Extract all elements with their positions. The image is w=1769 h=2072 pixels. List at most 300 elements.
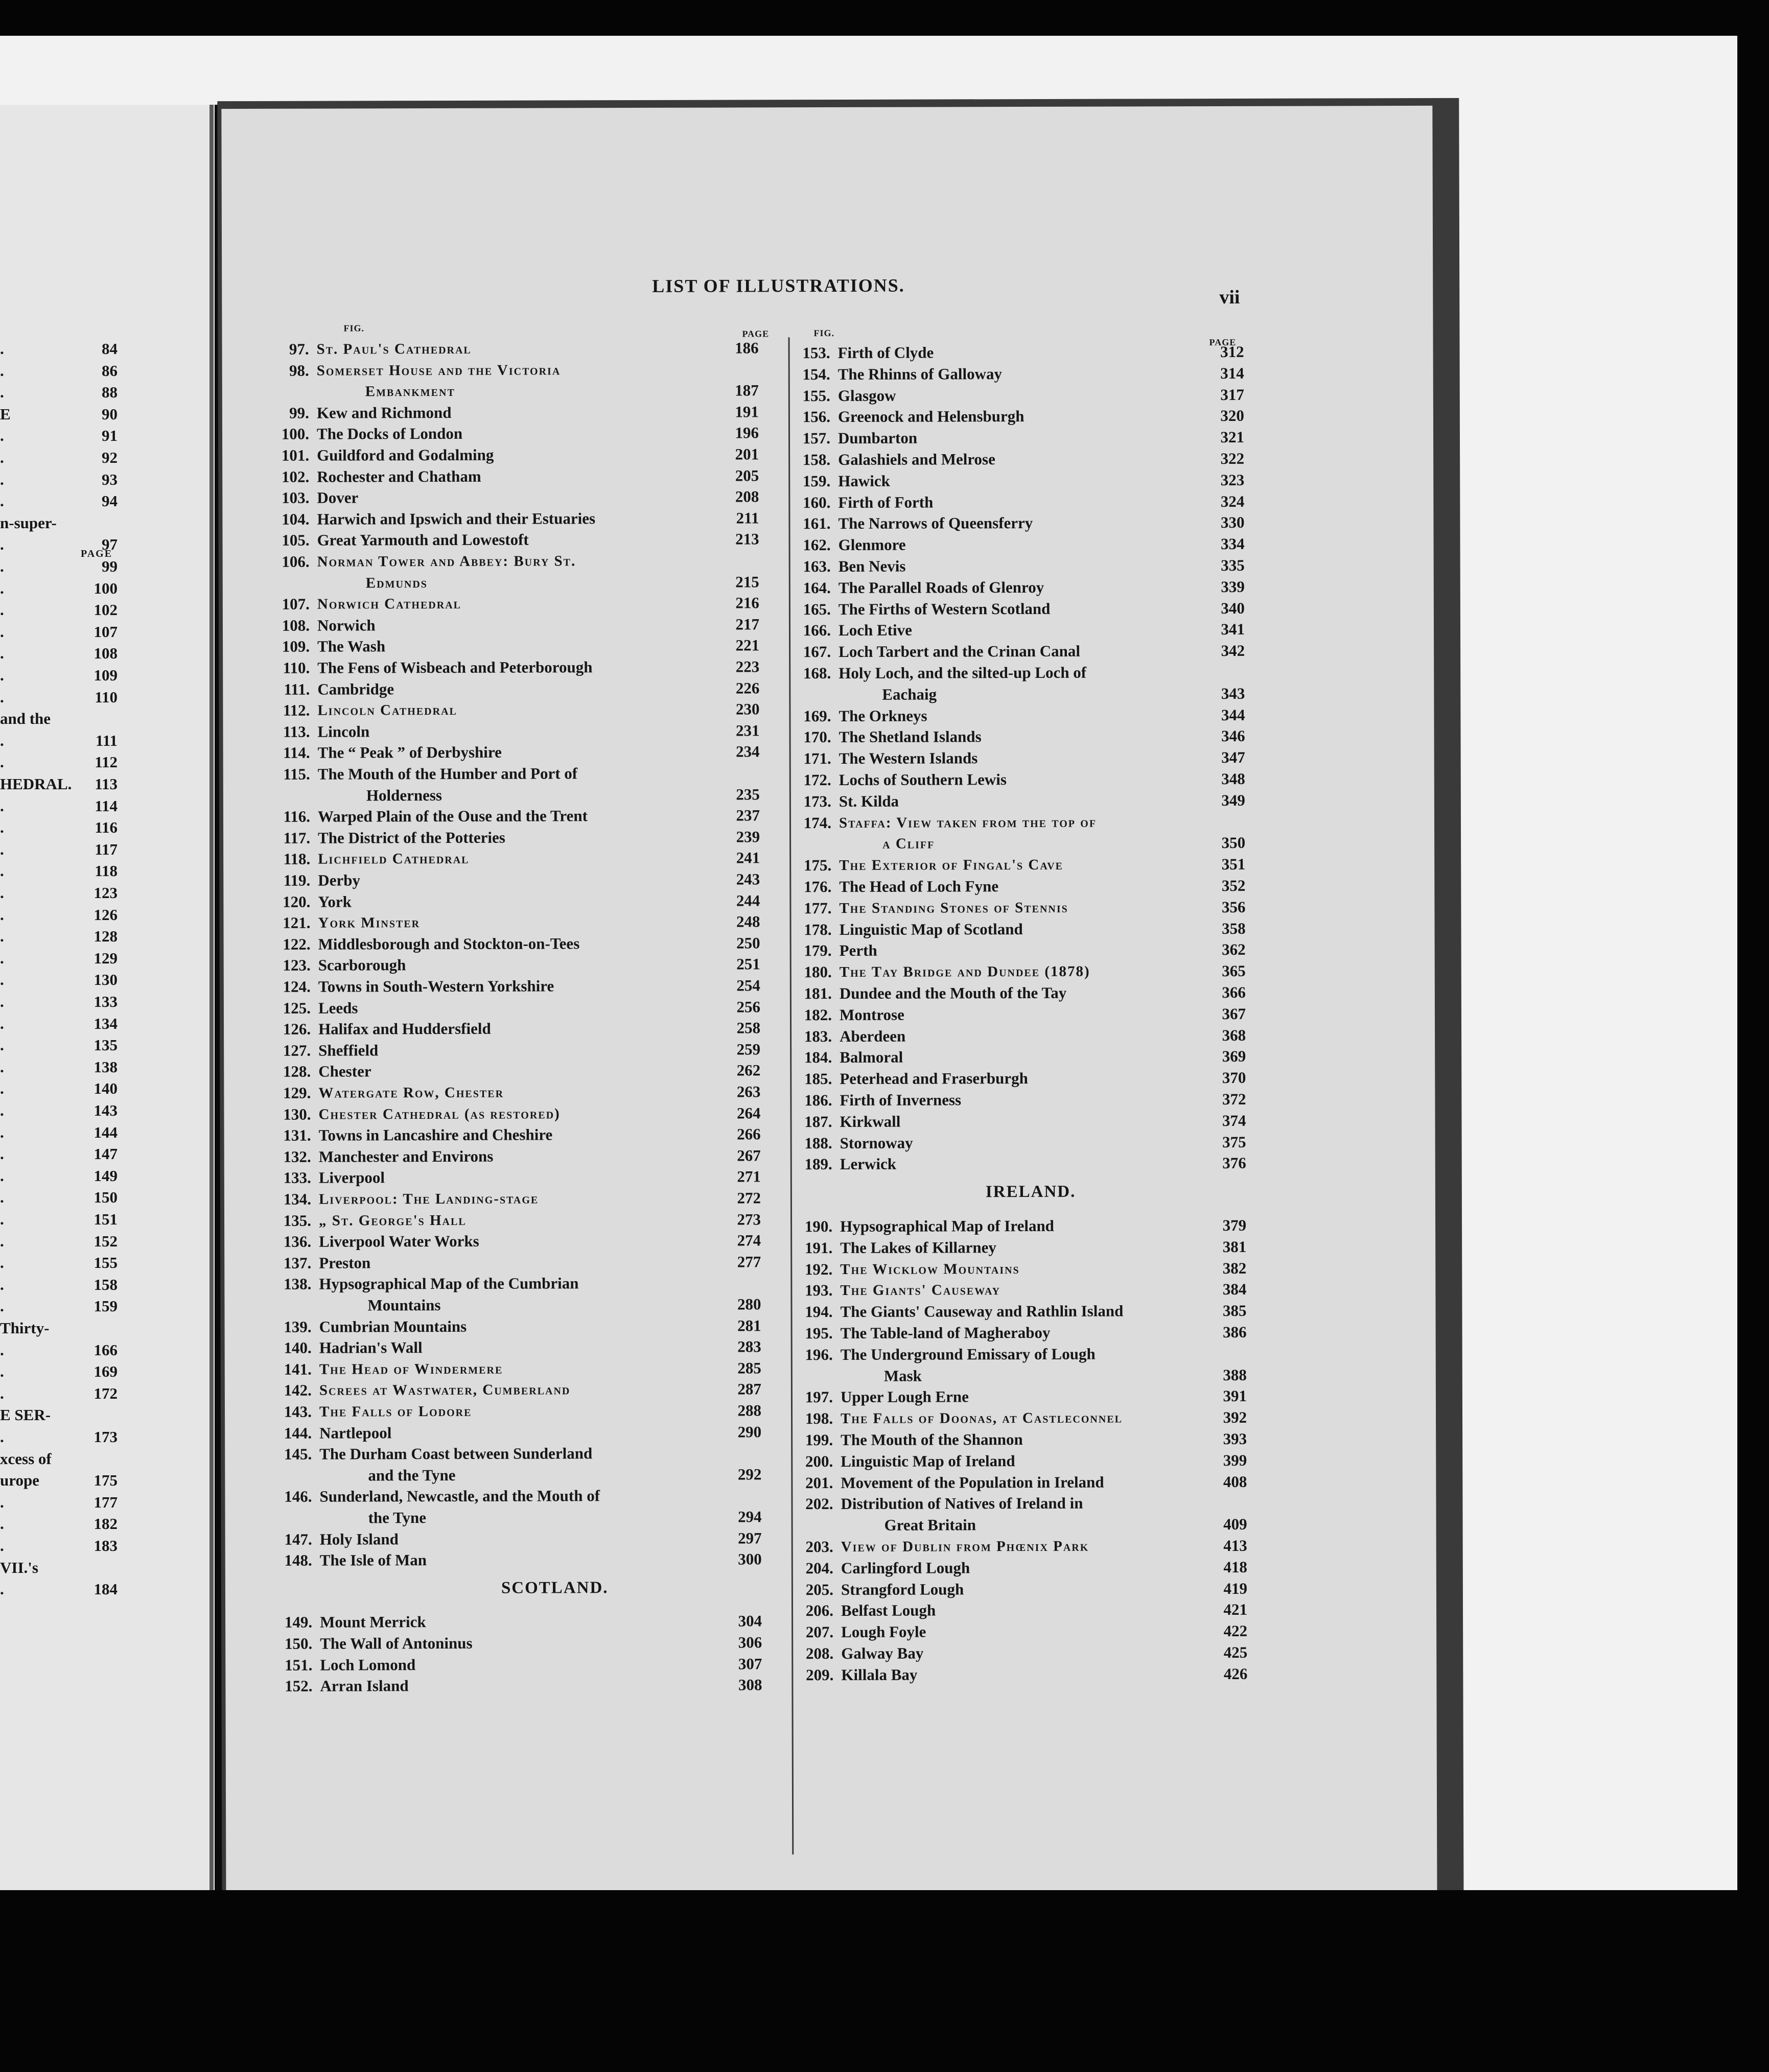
- previous-page-row-page: 117: [95, 840, 118, 858]
- figure-number: 146.: [284, 1488, 312, 1506]
- illustration-entry: [258, 443, 779, 466]
- page-reference: 288: [737, 1401, 762, 1420]
- figure-number: 151.: [285, 1656, 313, 1674]
- previous-page-row-page: 175: [94, 1471, 118, 1490]
- illustration-entry: [259, 698, 780, 721]
- figure-title: Balmoral: [840, 1048, 903, 1067]
- illustration-entry: [261, 1400, 782, 1423]
- page-reference: 425: [1223, 1643, 1248, 1661]
- page-reference: 356: [1221, 898, 1246, 916]
- page-reference: 285: [737, 1359, 761, 1377]
- figure-title: Towns in South-Western Yorkshire: [318, 977, 554, 996]
- illustration-entry: [781, 1257, 1256, 1280]
- illustration-entry: [782, 1535, 1258, 1558]
- page-reference: 205: [735, 466, 759, 485]
- illustration-entry: [261, 1336, 782, 1359]
- figure-title: The Parallel Roads of Glenroy: [838, 578, 1044, 597]
- section-heading: SCOTLAND.: [501, 1578, 609, 1597]
- page-reference: 266: [737, 1125, 761, 1143]
- illustration-entry: [260, 1123, 781, 1146]
- previous-page-row-text: .: [0, 1275, 4, 1293]
- figure-title: Derby: [318, 871, 360, 889]
- page-reference: 317: [1220, 385, 1244, 404]
- illustration-entry: [260, 1145, 781, 1168]
- figure-number: 147.: [284, 1530, 312, 1548]
- page-reference: 262: [736, 1061, 761, 1079]
- figure-title: Loch Tarbert and the Crinan Canal: [839, 642, 1080, 661]
- previous-page-row: [0, 623, 210, 645]
- previous-page-row-page: 173: [94, 1428, 118, 1446]
- figure-number: 190.: [804, 1217, 833, 1236]
- previous-page-row-page: 172: [94, 1384, 118, 1402]
- figure-title: York: [318, 892, 352, 911]
- figure-number: 132.: [283, 1147, 311, 1166]
- illustration-entry: [780, 897, 1255, 919]
- figure-number: 111.: [284, 680, 310, 698]
- page-reference: 292: [737, 1465, 762, 1484]
- illustration-entry: [782, 1577, 1258, 1600]
- illustration-entry: [781, 1279, 1256, 1301]
- figure-title: Kirkwall: [840, 1112, 901, 1131]
- previous-page-row: [0, 1232, 210, 1255]
- page-reference: 290: [737, 1422, 762, 1441]
- previous-page-row-page: 97: [102, 535, 118, 554]
- previous-page-row: [0, 1297, 210, 1320]
- figure-title: The Lakes of Killarney: [840, 1238, 996, 1257]
- previous-page-row: [0, 470, 210, 493]
- previous-page-row-text: .: [0, 1145, 4, 1163]
- previous-page-row-text: .: [0, 1057, 4, 1076]
- previous-page-row: [0, 732, 210, 754]
- page-reference: 234: [736, 742, 760, 761]
- illustration-entry: [259, 677, 780, 700]
- previous-page-row-page: 86: [102, 361, 118, 380]
- page-reference: 386: [1223, 1323, 1247, 1341]
- previous-page-row: [0, 1079, 210, 1102]
- illustration-entry: [259, 550, 780, 573]
- scan-border-right: [1737, 0, 1769, 2072]
- page-reference: 388: [1223, 1365, 1247, 1384]
- figure-number: 165.: [803, 600, 831, 618]
- previous-page-row: [0, 775, 210, 797]
- figure-title: Middlesborough and Stockton-on-Tees: [318, 934, 580, 953]
- figure-number: 131.: [283, 1126, 311, 1144]
- previous-page-row-text: .: [0, 949, 4, 967]
- page-reference: 324: [1220, 492, 1245, 510]
- figure-title: Liverpool: [318, 1168, 385, 1187]
- previous-page-row: [0, 579, 210, 602]
- previous-page-row-page: 90: [102, 405, 118, 423]
- figure-title: Mask: [883, 1367, 922, 1385]
- previous-page-row: [0, 535, 210, 558]
- figure-number: 176.: [804, 877, 832, 896]
- previous-page-row-page: 133: [94, 993, 118, 1010]
- page-reference: 391: [1223, 1387, 1247, 1405]
- figure-title: Warped Plain of the Ouse and the Trent: [317, 807, 588, 826]
- figure-number: 197.: [805, 1388, 833, 1406]
- illustration-entry: [780, 662, 1255, 684]
- previous-page-row-page: 126: [94, 905, 118, 924]
- illustration-entry: [260, 996, 781, 1019]
- previous-page-row: [0, 884, 210, 906]
- illustration-entry: [258, 422, 779, 445]
- figure-number: 184.: [804, 1048, 832, 1067]
- figure-title: The Rhinns of Galloway: [837, 364, 1003, 383]
- illustration-entry: [780, 640, 1255, 663]
- previous-page-row-page: 138: [94, 1057, 118, 1076]
- previous-page-row: [0, 1123, 210, 1146]
- illustration-entry: [261, 1527, 782, 1550]
- figure-title: Edmunds: [365, 574, 428, 591]
- figure-title: Aberdeen: [840, 1027, 906, 1045]
- previous-page-row-text: .: [0, 753, 4, 771]
- previous-page-row-page: 159: [94, 1297, 118, 1315]
- page-number: vii: [1219, 286, 1240, 308]
- previous-page-row: [0, 492, 210, 514]
- page-reference: 216: [735, 594, 759, 612]
- figure-title: Sunderland, Newcastle, and the Mouth of: [319, 1487, 600, 1506]
- illustration-entry: [261, 1315, 782, 1338]
- previous-page-row: [0, 514, 210, 536]
- previous-page-row-page: 169: [94, 1362, 118, 1381]
- previous-page-row: [0, 1537, 210, 1559]
- previous-page-row: [0, 818, 210, 841]
- figure-number: 156.: [802, 408, 830, 426]
- figure-number: 205.: [805, 1580, 833, 1598]
- figure-number: 123.: [283, 956, 311, 975]
- figure-title: Greenock and Helensburgh: [837, 407, 1025, 426]
- page-reference: 350: [1221, 834, 1246, 852]
- illustration-entry: [258, 486, 779, 509]
- figure-title: Norwich: [317, 616, 376, 634]
- entry-continuation: [259, 571, 780, 594]
- figure-number: 185.: [804, 1070, 832, 1088]
- previous-page-row-page: 113: [95, 775, 118, 793]
- page-reference: 211: [736, 509, 759, 527]
- page-reference: 421: [1223, 1600, 1248, 1619]
- figure-number: 195.: [805, 1324, 833, 1343]
- figure-number: 170.: [803, 728, 831, 746]
- page-reference: 321: [1220, 428, 1245, 446]
- previous-page-row-text: .: [0, 1188, 4, 1207]
- figure-number: 99.: [289, 404, 309, 422]
- figure-title: Firth of Clyde: [837, 343, 934, 362]
- previous-page-row-page: 150: [94, 1188, 118, 1207]
- figure-number: 126.: [283, 1020, 311, 1038]
- figure-title: The Head of Loch Fyne: [839, 877, 999, 896]
- illustration-entry: [782, 1620, 1258, 1643]
- left-column: [258, 337, 784, 1695]
- entry-continuation: [782, 1514, 1258, 1536]
- figure-number: 171.: [803, 749, 831, 768]
- page-reference: 367: [1222, 1004, 1246, 1023]
- figure-number: 106.: [282, 552, 310, 571]
- figure-title: The Head of Windermere: [319, 1360, 503, 1378]
- figure-number: 125.: [283, 999, 311, 1017]
- previous-page-row: [0, 557, 210, 580]
- illustration-entry: [782, 1322, 1257, 1344]
- illustration-entry: [260, 932, 781, 955]
- figure-title: The District of the Potteries: [318, 828, 505, 847]
- figure-title: The Isle of Man: [319, 1551, 427, 1569]
- illustration-entry: [782, 1343, 1257, 1365]
- figure-number: 206.: [805, 1602, 834, 1620]
- page-reference: 346: [1221, 727, 1245, 745]
- figure-title: The Falls of Lodore: [319, 1403, 472, 1420]
- page-reference: 294: [738, 1508, 762, 1526]
- illustration-entry: [779, 363, 1254, 385]
- page-reference: 385: [1222, 1302, 1247, 1320]
- previous-page-row-text: .: [0, 731, 4, 749]
- figure-title: Sheffield: [318, 1041, 379, 1059]
- previous-page-row-text: .: [0, 1210, 4, 1228]
- illustration-entry: [781, 1152, 1256, 1175]
- page-reference: 297: [738, 1528, 762, 1547]
- page-reference: 306: [738, 1633, 762, 1652]
- figure-title: Norman Tower and Abbey: Bury St.: [317, 553, 576, 570]
- page-reference: 243: [736, 870, 760, 888]
- figure-title: Eachaig: [882, 685, 937, 703]
- figure-number: 104.: [282, 510, 310, 528]
- figure-number: 112.: [283, 701, 310, 719]
- figure-number: 157.: [802, 429, 831, 448]
- figure-number: 191.: [804, 1238, 833, 1257]
- figure-number: 202.: [805, 1495, 833, 1513]
- page-reference: 320: [1220, 407, 1244, 425]
- previous-page-row-text: urope: [0, 1471, 39, 1490]
- figure-title: Arran Island: [320, 1677, 409, 1695]
- page-reference: 343: [1221, 684, 1245, 702]
- illustration-entry: [260, 1081, 781, 1104]
- figure-title: Carlingford Lough: [841, 1559, 970, 1577]
- page-reference: 280: [737, 1295, 761, 1313]
- previous-page-row-page: 118: [95, 862, 118, 880]
- figure-title: Lough Foyle: [841, 1622, 926, 1641]
- page-reference: 409: [1223, 1515, 1247, 1534]
- previous-page-row: [0, 1188, 210, 1211]
- page-reference: 426: [1223, 1664, 1248, 1683]
- previous-page-row: [0, 688, 210, 711]
- figure-number: 198.: [805, 1409, 833, 1428]
- figure-number: 129.: [283, 1084, 311, 1102]
- previous-page-row-text: .: [0, 971, 4, 989]
- previous-page-row-page: 144: [94, 1123, 118, 1141]
- page-reference: 281: [737, 1316, 761, 1335]
- figure-number: 182.: [804, 1005, 832, 1024]
- page-reference: 271: [737, 1167, 761, 1186]
- illustration-entry: [259, 614, 780, 637]
- illustration-entry: [782, 1407, 1257, 1429]
- illustration-entry: [781, 1110, 1256, 1133]
- figure-title: Linguistic Map of Ireland: [841, 1451, 1015, 1470]
- figure-title: Staffa: View taken from the top of: [839, 814, 1097, 831]
- previous-page-row-text: .: [0, 666, 4, 684]
- figure-number: 200.: [805, 1452, 833, 1470]
- previous-page-row-text: HEDRAL.: [0, 775, 72, 793]
- figure-title: Glenmore: [838, 535, 906, 554]
- page-reference: 314: [1220, 364, 1244, 382]
- previous-page-row-text: .: [0, 993, 4, 1010]
- figure-number: 173.: [803, 792, 831, 810]
- previous-page-row-page: 147: [94, 1145, 118, 1163]
- previous-page-row-text: .: [0, 1123, 4, 1141]
- previous-page-row: [0, 1254, 210, 1276]
- figure-title: Lerwick: [840, 1155, 896, 1173]
- figure-number: 113.: [283, 722, 310, 741]
- figure-title: Hawick: [838, 472, 890, 490]
- figure-title: a Cliff: [882, 835, 935, 853]
- figure-number: 204.: [805, 1559, 833, 1577]
- figure-title: The Underground Emissary of Lough: [840, 1345, 1096, 1363]
- illustration-entry: [781, 939, 1256, 961]
- figure-title: Montrose: [839, 1005, 904, 1024]
- page-reference: 231: [735, 721, 760, 740]
- figure-title: Mount Merrick: [320, 1613, 426, 1632]
- previous-page-row: [0, 383, 210, 406]
- figure-title: Preston: [319, 1254, 371, 1272]
- figure-title: Holderness: [366, 786, 443, 804]
- entry-continuation: [780, 683, 1255, 705]
- previous-page-row-text: .: [0, 1014, 4, 1032]
- figure-number: 161.: [803, 514, 831, 533]
- illustration-entry: [780, 576, 1255, 599]
- previous-page-row: [0, 1276, 210, 1298]
- figure-number: 116.: [283, 807, 311, 826]
- previous-page-row-page: 177: [94, 1493, 118, 1511]
- illustration-entry: [260, 1017, 781, 1040]
- page-reference: 215: [735, 572, 759, 591]
- previous-page-page-label: PAGE: [81, 548, 113, 559]
- previous-page-row: [0, 1406, 210, 1428]
- figure-number: 98.: [289, 361, 309, 380]
- figure-number: 148.: [284, 1551, 312, 1569]
- figure-number: 183.: [804, 1027, 832, 1045]
- figure-number: 154.: [802, 365, 830, 383]
- page-reference: 300: [738, 1550, 762, 1568]
- entry-continuation: [258, 380, 779, 403]
- illustration-entry: [782, 1557, 1258, 1579]
- figure-number: 136.: [283, 1232, 312, 1251]
- previous-page-row-text: .: [0, 601, 4, 619]
- figure-title: Glasgow: [837, 386, 896, 405]
- figure-number: 164.: [803, 578, 831, 597]
- figure-number: 201.: [805, 1473, 833, 1492]
- illustration-entry: [782, 1642, 1258, 1664]
- page-reference: 263: [736, 1082, 761, 1101]
- page: [221, 106, 1437, 1933]
- previous-page-row: [0, 666, 210, 689]
- illustration-entry: [260, 1273, 781, 1296]
- entry-continuation: [780, 832, 1255, 855]
- page-reference: 379: [1222, 1216, 1247, 1234]
- page-reference: 362: [1222, 940, 1246, 959]
- previous-page-row: [0, 1493, 210, 1516]
- illustration-entry: [782, 1428, 1257, 1451]
- previous-page-row-text: .: [0, 644, 4, 663]
- page-reference: 239: [736, 828, 760, 846]
- figure-title: Hadrian's Wall: [319, 1338, 423, 1357]
- previous-page-row: [0, 1580, 210, 1603]
- previous-page-row-text: Thirty-: [0, 1319, 50, 1337]
- previous-page-row-page: 152: [94, 1232, 118, 1250]
- figure-title: Chester: [318, 1062, 371, 1081]
- illustration-entry: [780, 790, 1255, 812]
- figure-number: 118.: [283, 850, 311, 868]
- previous-page-row: [0, 1450, 210, 1472]
- illustration-entry: [259, 826, 780, 849]
- figure-number: 196.: [805, 1345, 833, 1363]
- figure-title: Dumbarton: [837, 429, 918, 448]
- page-reference: 376: [1222, 1154, 1246, 1172]
- page-reference: 382: [1222, 1259, 1247, 1277]
- page-reference: 267: [737, 1146, 761, 1165]
- page-reference: 191: [735, 403, 759, 421]
- page-reference: 413: [1223, 1536, 1247, 1555]
- illustration-entry: [781, 960, 1256, 983]
- figure-title: Great Britain: [884, 1516, 976, 1534]
- page-reference: 201: [735, 445, 759, 463]
- illustration-entry: [261, 1653, 782, 1676]
- figure-number: 122.: [283, 935, 311, 953]
- figure-number: 150.: [284, 1634, 313, 1653]
- page-reference: 347: [1221, 748, 1245, 767]
- figure-title: Hypsographical Map of Ireland: [840, 1216, 1054, 1235]
- page-reference: 256: [736, 997, 760, 1016]
- previous-page-row: [0, 840, 210, 863]
- illustration-entry: [782, 1471, 1257, 1493]
- previous-page-row: [0, 1036, 210, 1058]
- figure-title: Somerset House and the Victoria: [316, 361, 561, 379]
- figure-number: 135.: [283, 1211, 312, 1230]
- page-reference: 339: [1221, 577, 1245, 596]
- figure-number: 138.: [284, 1275, 312, 1293]
- figure-title: Holy Island: [319, 1529, 399, 1548]
- figure-number: 143.: [284, 1402, 312, 1421]
- figure-title: Galashiels and Melrose: [838, 450, 995, 468]
- figure-title: The Standing Stones of Stennis: [839, 899, 1068, 916]
- page-label-right: PAGE: [1209, 337, 1237, 348]
- previous-page-row-text: .: [0, 1101, 4, 1119]
- illustration-entry: [258, 337, 779, 360]
- figure-title: Loch Etive: [838, 621, 912, 640]
- figure-title: Movement of the Population in Ireland: [841, 1473, 1104, 1492]
- previous-page-row-text: xcess of: [0, 1449, 52, 1468]
- previous-page-row-text: .: [0, 688, 4, 706]
- figure-title: Norwich Cathedral: [317, 596, 462, 613]
- figure-number: 177.: [804, 899, 832, 917]
- figure-title: The Fens of Wisbeach and Peterborough: [317, 658, 593, 677]
- figure-number: 100.: [281, 425, 310, 443]
- previous-page-row-text: .: [0, 557, 4, 575]
- figure-number: 130.: [283, 1105, 311, 1123]
- illustration-entry: [781, 1300, 1256, 1323]
- figure-title: The Wash: [317, 637, 386, 656]
- figure-number: 159.: [802, 472, 831, 490]
- previous-page-row-text: .: [0, 492, 4, 510]
- page-reference: 196: [735, 423, 759, 442]
- illustration-entry: [260, 1230, 781, 1253]
- figure-number: 119.: [283, 871, 311, 889]
- previous-page-row: [0, 1167, 210, 1189]
- figure-title: Stornoway: [840, 1134, 913, 1152]
- figure-number: 189.: [804, 1155, 832, 1173]
- scan-border-bottom: [0, 1890, 1769, 2072]
- figure-number: 168.: [803, 664, 831, 682]
- figure-number: 155.: [802, 386, 830, 405]
- page-reference: 223: [735, 657, 760, 676]
- figure-number: 149.: [284, 1613, 313, 1632]
- illustration-entry: [781, 1089, 1256, 1111]
